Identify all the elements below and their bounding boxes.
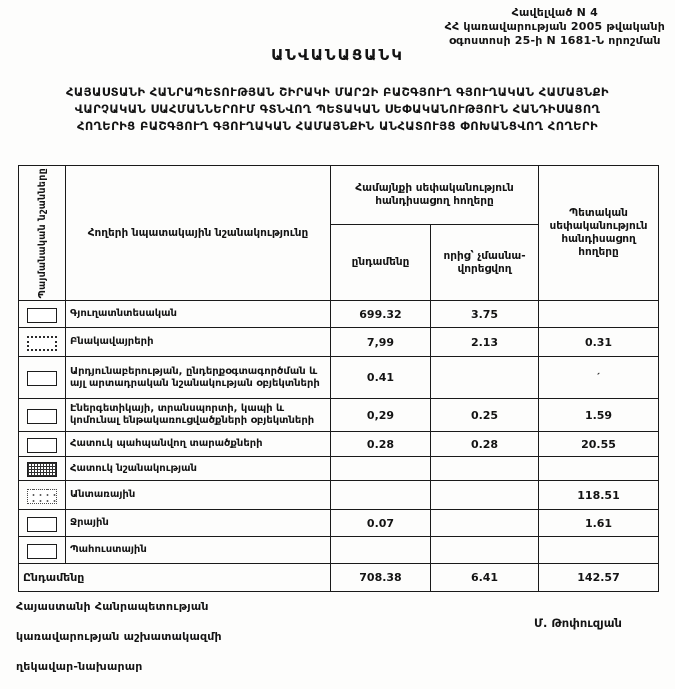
table-header-row-1	[19, 166, 659, 225]
table-row	[19, 510, 659, 537]
header-community-group: Համայնքի սեփականություն հանդիսացող հողերը	[331, 166, 539, 225]
symbol-cell	[19, 457, 66, 481]
row-non-privatizable: 0.25	[431, 399, 539, 432]
heading-line-1: ՀԱՅԱՍՏԱՆԻ ՀԱՆՐԱՊԵՏՈՒԹՅԱՆ ՇԻՐԱԿԻ ՄԱՐԶԻ ԲԱՇԳՅՈՒՂ ԳՅՈՒՂԱԿԱՆ ՀԱՄԱՅՆՔԻ	[66, 85, 609, 99]
header-total: ընդամենը	[331, 224, 431, 301]
row-non-privatizable	[431, 357, 539, 399]
row-state	[539, 537, 659, 564]
row-name: Հատուկ պահպանվող տարածքների	[66, 432, 331, 457]
row-non-privatizable	[431, 481, 539, 510]
row-name: Արդյունաբերության, ընդերքօգտագործման և այլ արտադրական նշանակության օբյեկտների	[66, 357, 331, 399]
appendix-line-2: ՀՀ կառավարության 2005 թվականի	[444, 20, 665, 33]
symbol-cell	[19, 510, 66, 537]
total-label: Ընդամենը	[19, 564, 331, 592]
row-total: 0.07	[331, 510, 431, 537]
legend-plain-box-icon	[27, 544, 57, 559]
row-state: 0.31	[539, 328, 659, 357]
legend-dots-box-icon	[27, 489, 57, 504]
row-name: Բնակավայրերի	[66, 328, 331, 357]
row-total	[331, 457, 431, 481]
row-total: 0.41	[331, 357, 431, 399]
total-non-privatizable: 6.41	[431, 564, 539, 592]
appendix-line-1: Հավելված N 4	[511, 6, 598, 19]
row-state	[539, 457, 659, 481]
header-of-which: որից՝ չմասնա-վորեցվող	[431, 224, 539, 301]
document-type-title: ԱՆՎԱՆԱՑԱՆԿ	[271, 46, 404, 64]
row-name: Էներգետիկայի, տրանսպորտի, կապի և կոմունալ ենթակառուցվածքների օբյեկտների	[66, 399, 331, 432]
legend-plain-box-icon	[27, 308, 57, 323]
table-row	[19, 399, 659, 432]
row-state: 20.55	[539, 432, 659, 457]
row-name: Գյուղատնտեսական	[66, 301, 331, 328]
signatory-name: Մ. Թոփուզյան	[534, 616, 622, 630]
table-row	[19, 301, 659, 328]
symbol-cell	[19, 301, 66, 328]
table-row	[19, 537, 659, 564]
row-name: Ջրային	[66, 510, 331, 537]
symbol-cell	[19, 357, 66, 399]
table-row	[19, 457, 659, 481]
row-non-privatizable: 2.13	[431, 328, 539, 357]
row-state	[539, 301, 659, 328]
table-row	[19, 432, 659, 457]
row-name: Անտառային	[66, 481, 331, 510]
symbol-cell	[19, 481, 66, 510]
legend-plain-box-icon	[27, 517, 57, 532]
header-symbols	[19, 166, 66, 301]
row-non-privatizable: 3.75	[431, 301, 539, 328]
row-non-privatizable	[431, 510, 539, 537]
row-state: 1.59	[539, 399, 659, 432]
appendix-reference-block	[445, 6, 665, 48]
signatory-line-1: Հայաստանի Հանրապետության	[16, 600, 209, 613]
legend-plain-box-icon	[27, 409, 57, 424]
row-state: 1.61	[539, 510, 659, 537]
row-state: 118.51	[539, 481, 659, 510]
appendix-line-3: օգոստոսի 25-ի N 1681-Ն որոշման	[448, 34, 661, 47]
row-total: 699.32	[331, 301, 431, 328]
document-heading	[0, 84, 675, 135]
legend-plain-box-icon	[27, 438, 57, 453]
row-total: 0,29	[331, 399, 431, 432]
total-total: 708.38	[331, 564, 431, 592]
row-state: ՛	[539, 357, 659, 399]
symbol-cell	[19, 537, 66, 564]
table-row	[19, 328, 659, 357]
signatory-title-block	[16, 584, 222, 689]
table-row	[19, 357, 659, 399]
table-row	[19, 481, 659, 510]
symbol-cell	[19, 432, 66, 457]
row-name: Պահուստային	[66, 537, 331, 564]
symbol-cell	[19, 328, 66, 357]
legend-hatched-box-icon	[27, 462, 57, 477]
heading-line-2: ՎԱՐՉԱԿԱՆ ՍԱՀՄԱՆՆԵՐՈՒՄ ԳՏՆՎՈՂ ՊԵՏԱԿԱՆ ՍԵՓԱԿԱՆՈՒԹՅՈՒՆ ՀԱՆԴԻՍԱՑՈՂ	[74, 102, 601, 116]
signatory-line-3: ղեկավար-նախարար	[16, 660, 143, 673]
row-non-privatizable: 0.28	[431, 432, 539, 457]
row-non-privatizable	[431, 457, 539, 481]
row-name: Հատուկ նշանակության	[66, 457, 331, 481]
row-total	[331, 481, 431, 510]
row-total	[331, 537, 431, 564]
header-purpose: Հողերի նպատակային նշանակությունը	[66, 166, 331, 301]
header-symbols-label: Պայմանական նշանները	[36, 168, 48, 299]
legend-plain-box-icon	[27, 371, 57, 386]
total-state: 142.57	[539, 564, 659, 592]
row-total: 7,99	[331, 328, 431, 357]
heading-line-3: ՀՈՂԵՐԻՑ ԲԱՇԳՅՈՒՂ ԳՅՈՒՂԱԿԱՆ ՀԱՄԱՅՆՔԻՆ ԱՆՀԱՏՈՒՅՑ ՓՈԽԱՆՑՎՈՂ ՀՈՂԵՐԻ	[76, 119, 599, 133]
row-total: 0.28	[331, 432, 431, 457]
signatory-line-2: կառավարության աշխատակազմի	[16, 630, 222, 643]
row-non-privatizable	[431, 537, 539, 564]
legend-dotted-box-icon	[27, 336, 57, 351]
header-state: Պետական սեփականություն հանդիսացող հողերը	[539, 166, 659, 301]
symbol-cell	[19, 399, 66, 432]
lands-table	[18, 165, 659, 592]
